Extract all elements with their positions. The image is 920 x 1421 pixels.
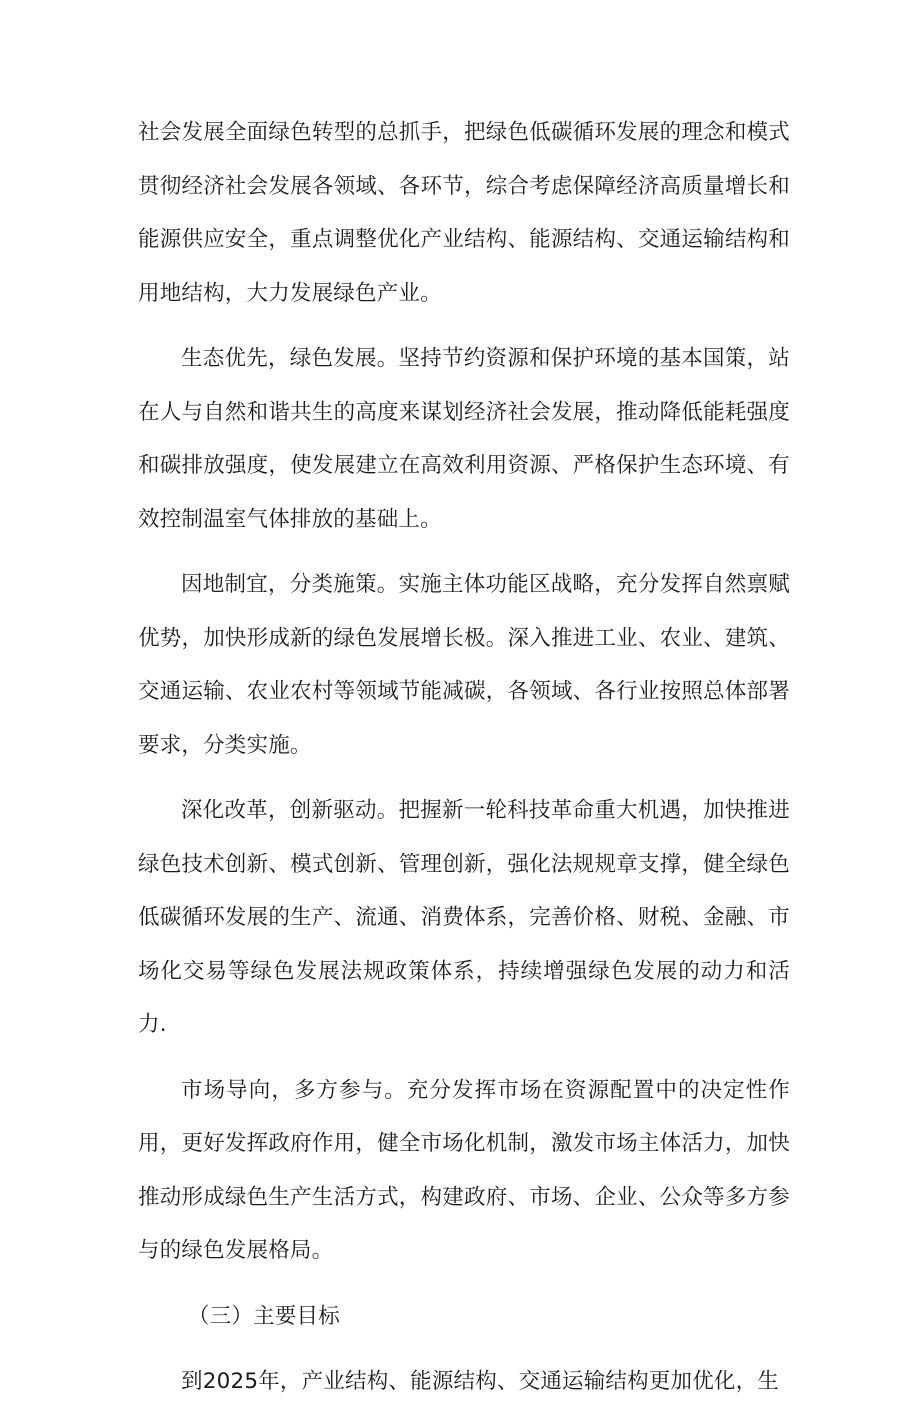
paragraph-reform-innovation: 深化改革，创新驱动。把握新一轮科技革命重大机遇，加快推进绿色技术创新、模式创新、管理创新，强化法规规章支撑，健全绿色低碳循环发展的生产、流通、消费体系，完善价格、财税、金融、市场化交易等绿色发展法规政策体系，持续增强绿色发展的动力和活力. bbox=[138, 798, 790, 1037]
section-heading-main-goals: （三）主要目标 bbox=[188, 1303, 340, 1329]
paragraph-intro: 社会发展全面绿色转型的总抓手，把绿色低碳循环发展的理念和模式贯彻经济社会发展各领域、各环节，综合考虑保障经济高质量增长和能源供应安全，重点调整优化产业结构、能源结构、交通运输结构和用地结构，大力发展绿色产业。 bbox=[138, 120, 790, 306]
paragraph-ecology-first: 生态优先，绿色发展。坚持节约资源和保护环境的基本国策，站在人与自然和谐共生的高度来谋划经济社会发展，推动降低能耗强度和碳排放强度，使发展建立在高效利用资源、严格保护生态环境、有效控制温室气体排放的基础上。 bbox=[138, 346, 790, 532]
paragraph-local-conditions: 因地制宜，分类施策。实施主体功能区战略，充分发挥自然禀赋优势，加快形成新的绿色发展增长极。深入推进工业、农业、建筑、交通运输、农业农村等领域节能减碳，各领域、各行业按照总体部署要求，分类实施。 bbox=[138, 572, 790, 758]
paragraph-2025-goals: 到2025年，产业结构、能源结构、交通运输结构更加优化，生 bbox=[181, 1369, 780, 1394]
document-page bbox=[138, 106, 790, 1421]
paragraph-market-oriented: 市场导向，多方参与。充分发挥市场在资源配置中的决定性作用，更好发挥政府作用，健全市场化机制，激发市场主体活力，加快推动形成绿色生产生活方式，构建政府、市场、企业、公众等多方参与的绿色发展格局。 bbox=[138, 1077, 790, 1263]
